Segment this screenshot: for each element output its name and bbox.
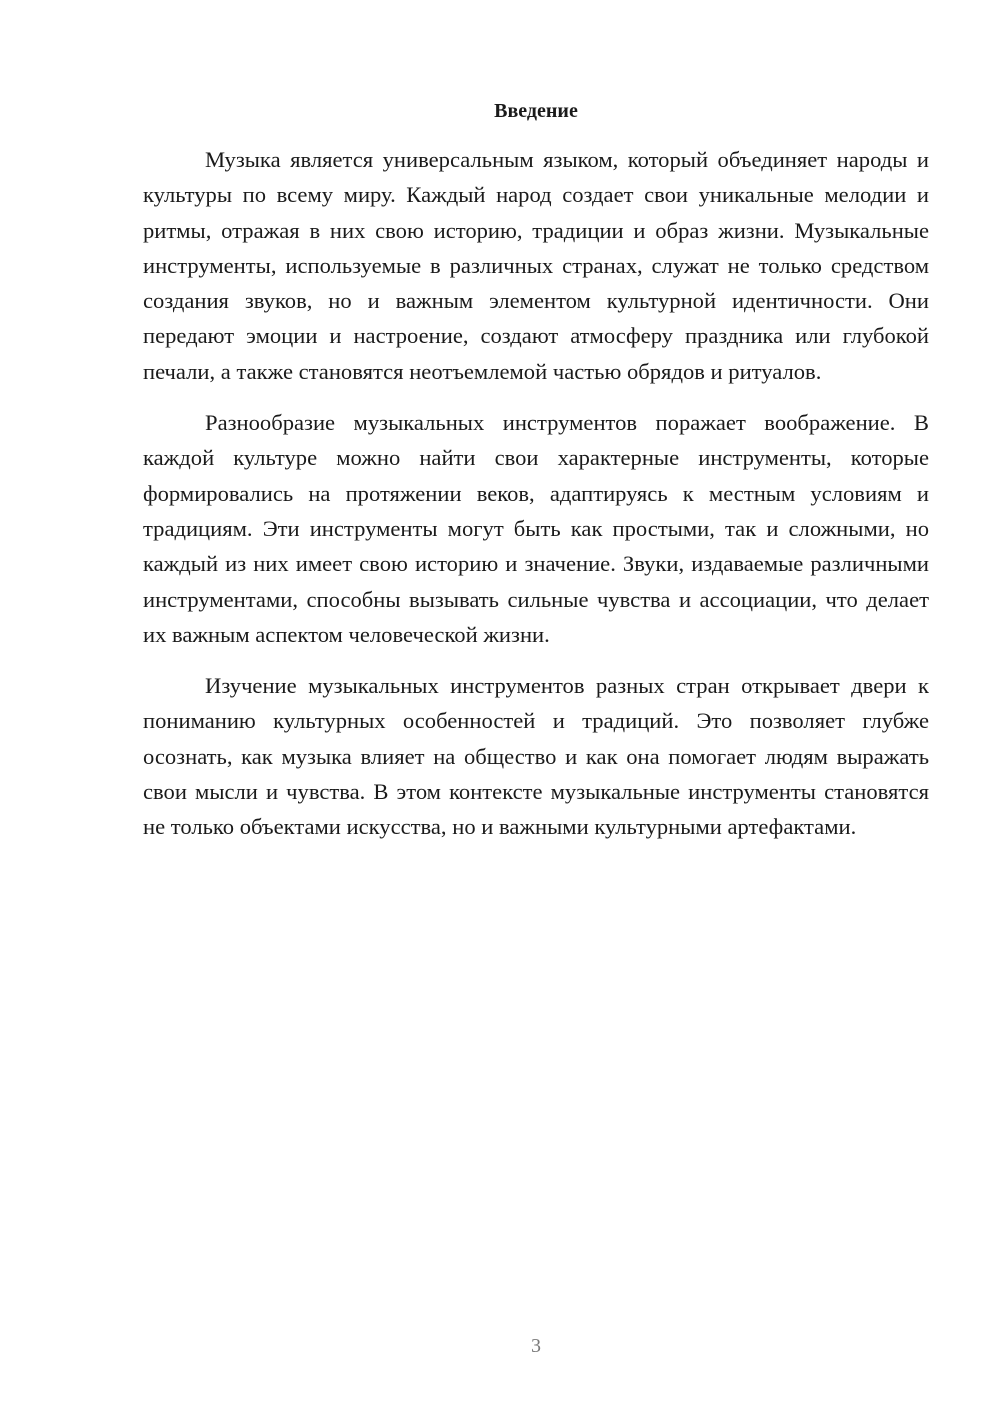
paragraph-3: Изучение музыкальных инструментов разных стран открывает двери к пониманию культурных особенностей и традиций. Это позволяет глубже осознать, как музыка влияет на общество и как она помогает людям выражать свои мысли и чувства. В этом контексте музыкальные инструменты становятся не только объектами искусства, но и важными культурными артефактами. [143,673,929,840]
body-text [143,142,929,845]
paragraph-1: Музыка является универсальным языком, который объединяет народы и культуры по всему миру. Каждый народ создает свои уникальные мелодии и ритмы, отражая в них свою историю, традиции и образ жизни. Музыкальные инструменты, используемые в различных странах, служат не только средством создания звуков, но и важным элементом культурной идентичности. Они передают эмоции и настроение, создают атмосферу праздника или глубокой печали, а также становятся неотъемлемой частью обрядов и ритуалов. [143,147,929,384]
section-heading: Введение [494,100,578,122]
paragraph-2: Разнообразие музыкальных инструментов поражает воображение. В каждой культуре можно найти свои характерные инструменты, которые формировались на протяжении веков, адаптируясь к местным условиям и традициям. Эти инструменты могут быть как простыми, так и сложными, но каждый из них имеет свою историю и значение. Звуки, издаваемые различными инструментами, способны вызывать сильные чувства и ассоциации, что делает их важным аспектом человеческой жизни. [143,410,929,647]
page-number: 3 [531,1335,541,1357]
